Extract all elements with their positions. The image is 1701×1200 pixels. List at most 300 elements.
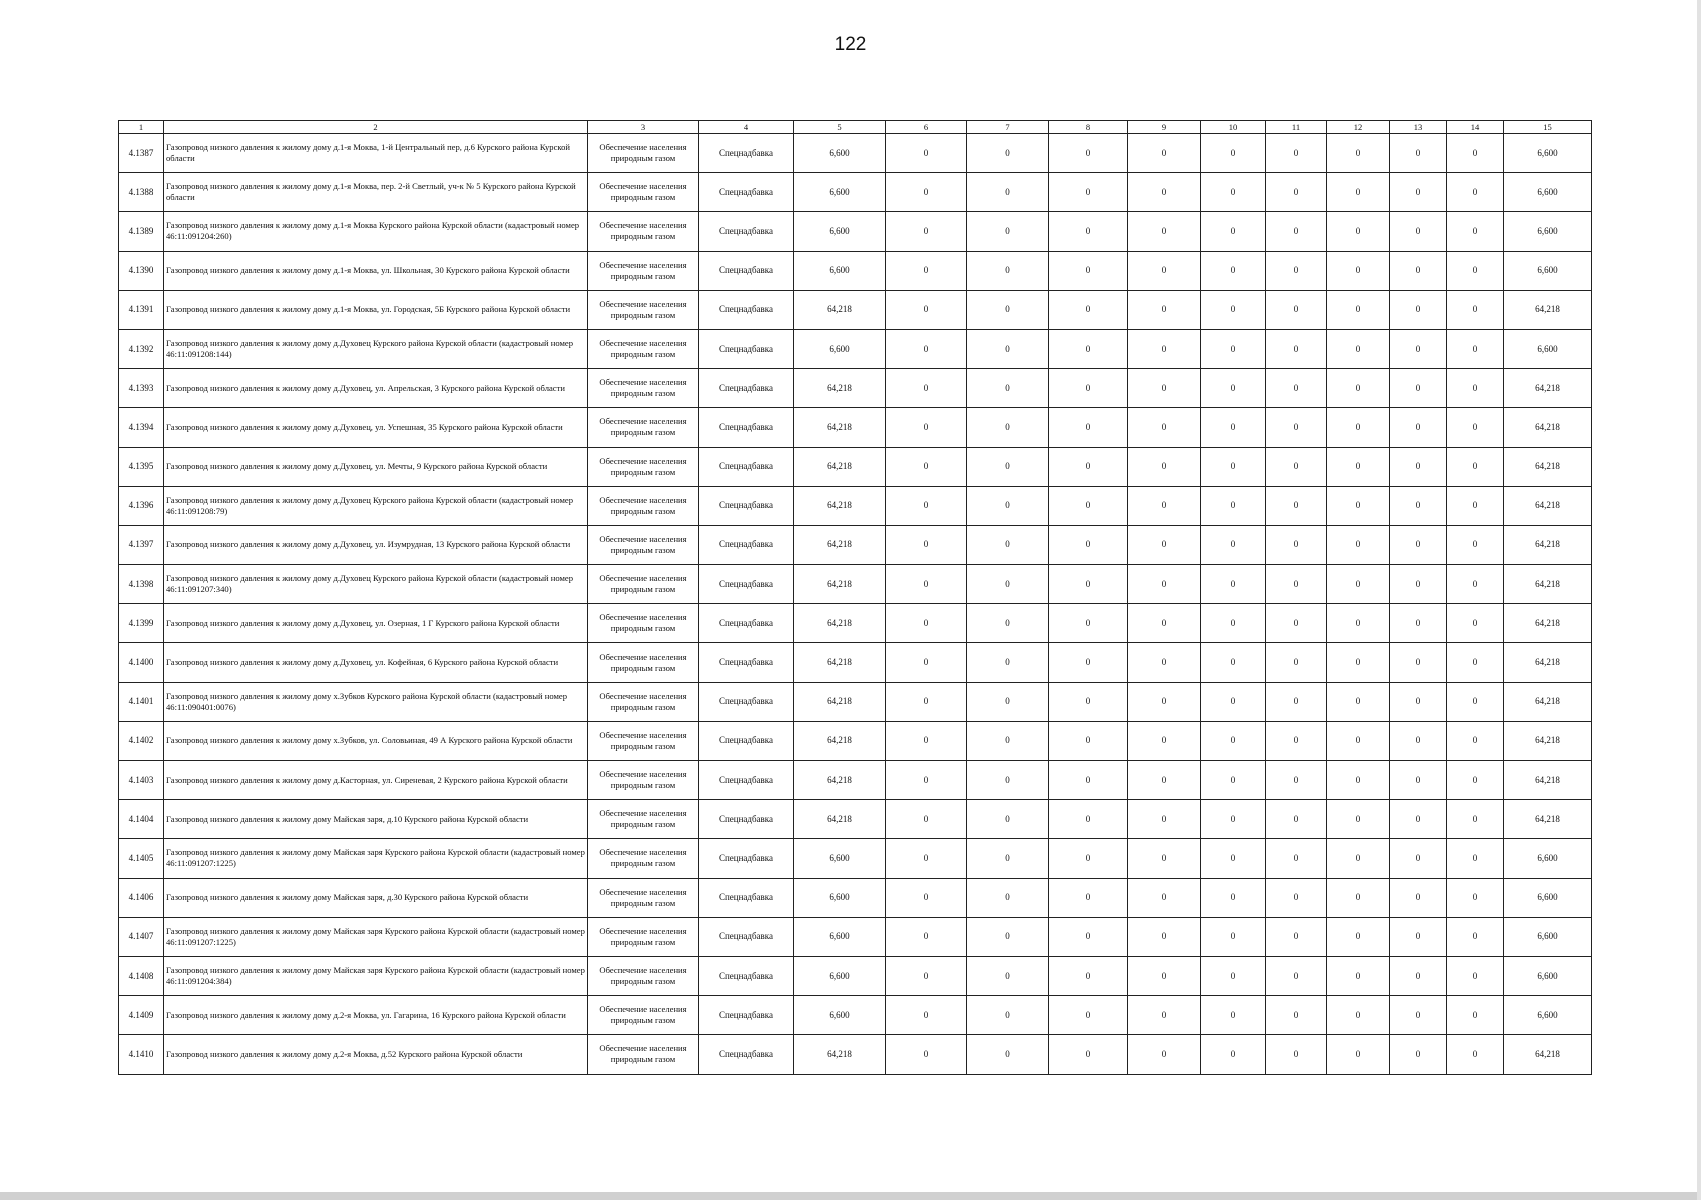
value-cell-c12: 0: [1327, 525, 1390, 564]
value-cell-c12: 0: [1327, 447, 1390, 486]
row-number: 4.1387: [119, 134, 164, 173]
value-cell-c11: 0: [1266, 956, 1327, 995]
value-cell-c6: 0: [886, 996, 967, 1035]
value-cell-c8: 0: [1049, 329, 1128, 368]
value-cell-c11: 0: [1266, 1035, 1327, 1074]
value-cell-c14: 0: [1447, 486, 1504, 525]
funding-source-cell: Спецнадбавка: [699, 486, 794, 525]
table-row: [119, 134, 1592, 173]
value-cell-c6: 0: [886, 800, 967, 839]
value-cell-c5: 64,218: [794, 408, 886, 447]
row-number: 4.1390: [119, 251, 164, 290]
value-cell-c14: 0: [1447, 1035, 1504, 1074]
funding-source-cell: Спецнадбавка: [699, 878, 794, 917]
value-cell-c12: 0: [1327, 682, 1390, 721]
value-cell-c8: 0: [1049, 643, 1128, 682]
value-cell-c9: 0: [1128, 486, 1201, 525]
scan-edge: [1697, 0, 1701, 1200]
value-cell-c13: 0: [1390, 878, 1447, 917]
value-cell-c8: 0: [1049, 996, 1128, 1035]
purpose-cell: Обеспечение населения природным газом: [588, 173, 699, 212]
value-cell-c10: 0: [1201, 643, 1266, 682]
value-cell-c13: 0: [1390, 721, 1447, 760]
value-cell-c9: 0: [1128, 682, 1201, 721]
column-header: 5: [794, 121, 886, 134]
value-cell-c6: 0: [886, 486, 967, 525]
row-number: 4.1408: [119, 956, 164, 995]
total-cell: 64,218: [1504, 447, 1592, 486]
funding-source-cell: Спецнадбавка: [699, 134, 794, 173]
value-cell-c14: 0: [1447, 643, 1504, 682]
row-number: 4.1391: [119, 290, 164, 329]
purpose-cell: Обеспечение населения природным газом: [588, 917, 699, 956]
value-cell-c13: 0: [1390, 917, 1447, 956]
value-cell-c12: 0: [1327, 800, 1390, 839]
value-cell-c8: 0: [1049, 525, 1128, 564]
object-description: Газопровод низкого давления к жилому дому д.Духовец, ул. Озерная, 1 Г Курского района Курской области: [164, 604, 588, 643]
purpose-cell: Обеспечение населения природным газом: [588, 486, 699, 525]
value-cell-c9: 0: [1128, 525, 1201, 564]
funding-source-cell: Спецнадбавка: [699, 643, 794, 682]
funding-source-cell: Спецнадбавка: [699, 212, 794, 251]
value-cell-c5: 6,600: [794, 878, 886, 917]
value-cell-c12: 0: [1327, 1035, 1390, 1074]
object-description: Газопровод низкого давления к жилому дому д.1-я Моква, 1-й Центральный пер, д.6 Курского района Курской области: [164, 134, 588, 173]
value-cell-c11: 0: [1266, 251, 1327, 290]
value-cell-c14: 0: [1447, 761, 1504, 800]
value-cell-c6: 0: [886, 878, 967, 917]
object-description: Газопровод низкого давления к жилому дому д.Духовец Курского района Курской области (кадастровый номер 46:11:091208:144): [164, 329, 588, 368]
value-cell-c8: 0: [1049, 486, 1128, 525]
value-cell-c11: 0: [1266, 996, 1327, 1035]
value-cell-c11: 0: [1266, 408, 1327, 447]
value-cell-c11: 0: [1266, 917, 1327, 956]
value-cell-c8: 0: [1049, 212, 1128, 251]
investment-table: [118, 120, 1592, 1075]
value-cell-c9: 0: [1128, 761, 1201, 800]
value-cell-c10: 0: [1201, 369, 1266, 408]
value-cell-c5: 6,600: [794, 251, 886, 290]
row-number: 4.1395: [119, 447, 164, 486]
value-cell-c5: 6,600: [794, 956, 886, 995]
value-cell-c9: 0: [1128, 329, 1201, 368]
object-description: Газопровод низкого давления к жилому дому д.Духовец Курского района Курской области (кадастровый номер 46:11:091207:340): [164, 565, 588, 604]
purpose-cell: Обеспечение населения природным газом: [588, 761, 699, 800]
value-cell-c7: 0: [967, 212, 1049, 251]
value-cell-c8: 0: [1049, 604, 1128, 643]
funding-source-cell: Спецнадбавка: [699, 917, 794, 956]
value-cell-c9: 0: [1128, 721, 1201, 760]
row-number: 4.1399: [119, 604, 164, 643]
value-cell-c12: 0: [1327, 839, 1390, 878]
value-cell-c5: 64,218: [794, 290, 886, 329]
value-cell-c14: 0: [1447, 447, 1504, 486]
purpose-cell: Обеспечение населения природным газом: [588, 1035, 699, 1074]
value-cell-c13: 0: [1390, 251, 1447, 290]
value-cell-c9: 0: [1128, 956, 1201, 995]
value-cell-c8: 0: [1049, 251, 1128, 290]
row-number: 4.1404: [119, 800, 164, 839]
column-header: 10: [1201, 121, 1266, 134]
value-cell-c5: 64,218: [794, 369, 886, 408]
value-cell-c6: 0: [886, 682, 967, 721]
value-cell-c13: 0: [1390, 1035, 1447, 1074]
funding-source-cell: Спецнадбавка: [699, 408, 794, 447]
value-cell-c6: 0: [886, 251, 967, 290]
value-cell-c10: 0: [1201, 917, 1266, 956]
value-cell-c11: 0: [1266, 565, 1327, 604]
value-cell-c8: 0: [1049, 682, 1128, 721]
funding-source-cell: Спецнадбавка: [699, 839, 794, 878]
value-cell-c13: 0: [1390, 839, 1447, 878]
value-cell-c10: 0: [1201, 604, 1266, 643]
row-number: 4.1407: [119, 917, 164, 956]
value-cell-c12: 0: [1327, 565, 1390, 604]
purpose-cell: Обеспечение населения природным газом: [588, 525, 699, 564]
value-cell-c12: 0: [1327, 486, 1390, 525]
row-number: 4.1401: [119, 682, 164, 721]
purpose-cell: Обеспечение населения природным газом: [588, 290, 699, 329]
value-cell-c9: 0: [1128, 604, 1201, 643]
table-row: [119, 917, 1592, 956]
value-cell-c9: 0: [1128, 917, 1201, 956]
value-cell-c7: 0: [967, 761, 1049, 800]
value-cell-c7: 0: [967, 134, 1049, 173]
value-cell-c8: 0: [1049, 721, 1128, 760]
value-cell-c10: 0: [1201, 134, 1266, 173]
value-cell-c9: 0: [1128, 839, 1201, 878]
value-cell-c10: 0: [1201, 956, 1266, 995]
funding-source-cell: Спецнадбавка: [699, 565, 794, 604]
table-row: [119, 290, 1592, 329]
value-cell-c7: 0: [967, 682, 1049, 721]
total-cell: 64,218: [1504, 1035, 1592, 1074]
value-cell-c5: 6,600: [794, 212, 886, 251]
object-description: Газопровод низкого давления к жилому дому д.2-я Моква, д.52 Курского района Курской области: [164, 1035, 588, 1074]
total-cell: 64,218: [1504, 761, 1592, 800]
object-description: Газопровод низкого давления к жилому дому д.Духовец, ул. Мечты, 9 Курского района Курской области: [164, 447, 588, 486]
value-cell-c11: 0: [1266, 604, 1327, 643]
value-cell-c10: 0: [1201, 878, 1266, 917]
value-cell-c6: 0: [886, 604, 967, 643]
value-cell-c12: 0: [1327, 251, 1390, 290]
value-cell-c7: 0: [967, 525, 1049, 564]
funding-source-cell: Спецнадбавка: [699, 290, 794, 329]
value-cell-c10: 0: [1201, 329, 1266, 368]
value-cell-c12: 0: [1327, 956, 1390, 995]
column-header: 15: [1504, 121, 1592, 134]
value-cell-c10: 0: [1201, 839, 1266, 878]
purpose-cell: Обеспечение населения природным газом: [588, 604, 699, 643]
value-cell-c7: 0: [967, 604, 1049, 643]
value-cell-c6: 0: [886, 173, 967, 212]
value-cell-c7: 0: [967, 290, 1049, 329]
object-description: Газопровод низкого давления к жилому дому д.1-я Моква Курского района Курской области (кадастровый номер 46:11:091204:260): [164, 212, 588, 251]
total-cell: 64,218: [1504, 721, 1592, 760]
purpose-cell: Обеспечение населения природным газом: [588, 134, 699, 173]
value-cell-c9: 0: [1128, 800, 1201, 839]
value-cell-c6: 0: [886, 525, 967, 564]
value-cell-c14: 0: [1447, 878, 1504, 917]
funding-source-cell: Спецнадбавка: [699, 761, 794, 800]
value-cell-c11: 0: [1266, 643, 1327, 682]
object-description: Газопровод низкого давления к жилому дому д.1-я Моква, пер. 2-й Светлый, уч-к № 5 Курского района Курской области: [164, 173, 588, 212]
value-cell-c13: 0: [1390, 800, 1447, 839]
value-cell-c6: 0: [886, 212, 967, 251]
table-row: [119, 643, 1592, 682]
row-number: 4.1397: [119, 525, 164, 564]
value-cell-c9: 0: [1128, 173, 1201, 212]
purpose-cell: Обеспечение населения природным газом: [588, 800, 699, 839]
table-row: [119, 996, 1592, 1035]
value-cell-c6: 0: [886, 917, 967, 956]
funding-source-cell: Спецнадбавка: [699, 525, 794, 564]
value-cell-c9: 0: [1128, 1035, 1201, 1074]
row-number: 4.1403: [119, 761, 164, 800]
value-cell-c6: 0: [886, 565, 967, 604]
value-cell-c13: 0: [1390, 173, 1447, 212]
purpose-cell: Обеспечение населения природным газом: [588, 956, 699, 995]
object-description: Газопровод низкого давления к жилому дому д.1-я Моква, ул. Школьная, 30 Курского района Курской области: [164, 251, 588, 290]
value-cell-c10: 0: [1201, 486, 1266, 525]
total-cell: 64,218: [1504, 369, 1592, 408]
purpose-cell: Обеспечение населения природным газом: [588, 682, 699, 721]
value-cell-c12: 0: [1327, 290, 1390, 329]
column-header: 8: [1049, 121, 1128, 134]
value-cell-c7: 0: [967, 1035, 1049, 1074]
value-cell-c5: 64,218: [794, 565, 886, 604]
table-row: [119, 525, 1592, 564]
column-header: 3: [588, 121, 699, 134]
table-row: [119, 839, 1592, 878]
value-cell-c12: 0: [1327, 643, 1390, 682]
total-cell: 6,600: [1504, 173, 1592, 212]
value-cell-c14: 0: [1447, 917, 1504, 956]
value-cell-c14: 0: [1447, 408, 1504, 447]
object-description: Газопровод низкого давления к жилому дому х.Зубков, ул. Соловьиная, 49 А Курского района Курской области: [164, 721, 588, 760]
table-row: [119, 565, 1592, 604]
value-cell-c14: 0: [1447, 682, 1504, 721]
value-cell-c14: 0: [1447, 329, 1504, 368]
object-description: Газопровод низкого давления к жилому дому Майская заря, д.30 Курского района Курской области: [164, 878, 588, 917]
value-cell-c7: 0: [967, 643, 1049, 682]
value-cell-c6: 0: [886, 369, 967, 408]
value-cell-c9: 0: [1128, 134, 1201, 173]
column-header: 4: [699, 121, 794, 134]
value-cell-c7: 0: [967, 839, 1049, 878]
value-cell-c11: 0: [1266, 134, 1327, 173]
value-cell-c13: 0: [1390, 134, 1447, 173]
page-number: 122: [834, 34, 867, 55]
value-cell-c13: 0: [1390, 604, 1447, 643]
total-cell: 6,600: [1504, 996, 1592, 1035]
value-cell-c5: 6,600: [794, 329, 886, 368]
row-number: 4.1409: [119, 996, 164, 1035]
value-cell-c12: 0: [1327, 173, 1390, 212]
value-cell-c12: 0: [1327, 721, 1390, 760]
value-cell-c13: 0: [1390, 290, 1447, 329]
total-cell: 64,218: [1504, 682, 1592, 721]
row-number: 4.1394: [119, 408, 164, 447]
value-cell-c11: 0: [1266, 682, 1327, 721]
value-cell-c12: 0: [1327, 134, 1390, 173]
value-cell-c8: 0: [1049, 956, 1128, 995]
value-cell-c6: 0: [886, 329, 967, 368]
value-cell-c6: 0: [886, 956, 967, 995]
value-cell-c12: 0: [1327, 996, 1390, 1035]
table-row: [119, 682, 1592, 721]
value-cell-c6: 0: [886, 1035, 967, 1074]
funding-source-cell: Спецнадбавка: [699, 721, 794, 760]
purpose-cell: Обеспечение населения природным газом: [588, 408, 699, 447]
table-row: [119, 329, 1592, 368]
table-row: [119, 173, 1592, 212]
value-cell-c14: 0: [1447, 800, 1504, 839]
value-cell-c14: 0: [1447, 839, 1504, 878]
total-cell: 6,600: [1504, 839, 1592, 878]
value-cell-c13: 0: [1390, 565, 1447, 604]
value-cell-c14: 0: [1447, 134, 1504, 173]
value-cell-c10: 0: [1201, 212, 1266, 251]
column-header: 13: [1390, 121, 1447, 134]
value-cell-c7: 0: [967, 408, 1049, 447]
row-number: 4.1400: [119, 643, 164, 682]
total-cell: 64,218: [1504, 408, 1592, 447]
value-cell-c6: 0: [886, 643, 967, 682]
table-row: [119, 878, 1592, 917]
value-cell-c8: 0: [1049, 1035, 1128, 1074]
table-row: [119, 212, 1592, 251]
value-cell-c7: 0: [967, 721, 1049, 760]
table-row: [119, 408, 1592, 447]
value-cell-c10: 0: [1201, 800, 1266, 839]
value-cell-c9: 0: [1128, 643, 1201, 682]
value-cell-c11: 0: [1266, 839, 1327, 878]
value-cell-c5: 64,218: [794, 761, 886, 800]
value-cell-c7: 0: [967, 251, 1049, 290]
object-description: Газопровод низкого давления к жилому дому д.1-я Моква, ул. Городская, 5Б Курского района Курской области: [164, 290, 588, 329]
value-cell-c10: 0: [1201, 721, 1266, 760]
total-cell: 64,218: [1504, 604, 1592, 643]
value-cell-c10: 0: [1201, 447, 1266, 486]
funding-source-cell: Спецнадбавка: [699, 996, 794, 1035]
object-description: Газопровод низкого давления к жилому дому д.Духовец, ул. Апрельская, 3 Курского района Курской области: [164, 369, 588, 408]
value-cell-c5: 64,218: [794, 1035, 886, 1074]
column-header: 9: [1128, 121, 1201, 134]
value-cell-c7: 0: [967, 447, 1049, 486]
value-cell-c5: 64,218: [794, 682, 886, 721]
value-cell-c13: 0: [1390, 682, 1447, 721]
total-cell: 64,218: [1504, 290, 1592, 329]
funding-source-cell: Спецнадбавка: [699, 682, 794, 721]
purpose-cell: Обеспечение населения природным газом: [588, 643, 699, 682]
value-cell-c13: 0: [1390, 408, 1447, 447]
value-cell-c6: 0: [886, 761, 967, 800]
value-cell-c8: 0: [1049, 917, 1128, 956]
value-cell-c14: 0: [1447, 565, 1504, 604]
value-cell-c8: 0: [1049, 290, 1128, 329]
value-cell-c11: 0: [1266, 486, 1327, 525]
purpose-cell: Обеспечение населения природным газом: [588, 996, 699, 1035]
value-cell-c5: 6,600: [794, 173, 886, 212]
value-cell-c6: 0: [886, 290, 967, 329]
value-cell-c5: 64,218: [794, 643, 886, 682]
value-cell-c13: 0: [1390, 956, 1447, 995]
value-cell-c10: 0: [1201, 173, 1266, 212]
value-cell-c5: 6,600: [794, 839, 886, 878]
value-cell-c12: 0: [1327, 408, 1390, 447]
value-cell-c13: 0: [1390, 447, 1447, 486]
value-cell-c5: 64,218: [794, 604, 886, 643]
row-number: 4.1405: [119, 839, 164, 878]
object-description: Газопровод низкого давления к жилому дому д.Духовец, ул. Кофейная, 6 Курского района Курской области: [164, 643, 588, 682]
value-cell-c14: 0: [1447, 721, 1504, 760]
table-row: [119, 604, 1592, 643]
purpose-cell: Обеспечение населения природным газом: [588, 839, 699, 878]
column-header: 2: [164, 121, 588, 134]
row-number: 4.1402: [119, 721, 164, 760]
value-cell-c5: 64,218: [794, 447, 886, 486]
table-row: [119, 1035, 1592, 1074]
value-cell-c9: 0: [1128, 290, 1201, 329]
column-header: 11: [1266, 121, 1327, 134]
value-cell-c6: 0: [886, 408, 967, 447]
value-cell-c8: 0: [1049, 800, 1128, 839]
value-cell-c13: 0: [1390, 525, 1447, 564]
value-cell-c11: 0: [1266, 329, 1327, 368]
object-description: Газопровод низкого давления к жилому дому х.Зубков Курского района Курской области (кадастровый номер 46:11:090401:0076): [164, 682, 588, 721]
value-cell-c7: 0: [967, 956, 1049, 995]
value-cell-c10: 0: [1201, 761, 1266, 800]
value-cell-c9: 0: [1128, 369, 1201, 408]
value-cell-c10: 0: [1201, 251, 1266, 290]
value-cell-c6: 0: [886, 447, 967, 486]
total-cell: 6,600: [1504, 917, 1592, 956]
total-cell: 6,600: [1504, 134, 1592, 173]
object-description: Газопровод низкого давления к жилому дому Майская заря Курского района Курской области (кадастровый номер 46:11:091207:1225): [164, 839, 588, 878]
value-cell-c14: 0: [1447, 996, 1504, 1035]
value-cell-c6: 0: [886, 134, 967, 173]
total-cell: 6,600: [1504, 956, 1592, 995]
column-header: 12: [1327, 121, 1390, 134]
value-cell-c12: 0: [1327, 604, 1390, 643]
column-header: 7: [967, 121, 1049, 134]
value-cell-c5: 6,600: [794, 996, 886, 1035]
purpose-cell: Обеспечение населения природным газом: [588, 447, 699, 486]
value-cell-c13: 0: [1390, 761, 1447, 800]
value-cell-c8: 0: [1049, 878, 1128, 917]
value-cell-c8: 0: [1049, 565, 1128, 604]
object-description: Газопровод низкого давления к жилому дому Майская заря, д.10 Курского района Курской области: [164, 800, 588, 839]
total-cell: 6,600: [1504, 329, 1592, 368]
value-cell-c10: 0: [1201, 290, 1266, 329]
table-body: [119, 134, 1592, 1075]
funding-source-cell: Спецнадбавка: [699, 800, 794, 839]
value-cell-c9: 0: [1128, 565, 1201, 604]
value-cell-c11: 0: [1266, 290, 1327, 329]
value-cell-c8: 0: [1049, 408, 1128, 447]
value-cell-c7: 0: [967, 173, 1049, 212]
value-cell-c10: 0: [1201, 1035, 1266, 1074]
object-description: Газопровод низкого давления к жилому дому д.2-я Моква, ул. Гагарина, 16 Курского района Курской области: [164, 996, 588, 1035]
row-number: 4.1398: [119, 565, 164, 604]
row-number: 4.1406: [119, 878, 164, 917]
value-cell-c7: 0: [967, 369, 1049, 408]
purpose-cell: Обеспечение населения природным газом: [588, 329, 699, 368]
value-cell-c13: 0: [1390, 643, 1447, 682]
purpose-cell: Обеспечение населения природным газом: [588, 721, 699, 760]
value-cell-c10: 0: [1201, 408, 1266, 447]
